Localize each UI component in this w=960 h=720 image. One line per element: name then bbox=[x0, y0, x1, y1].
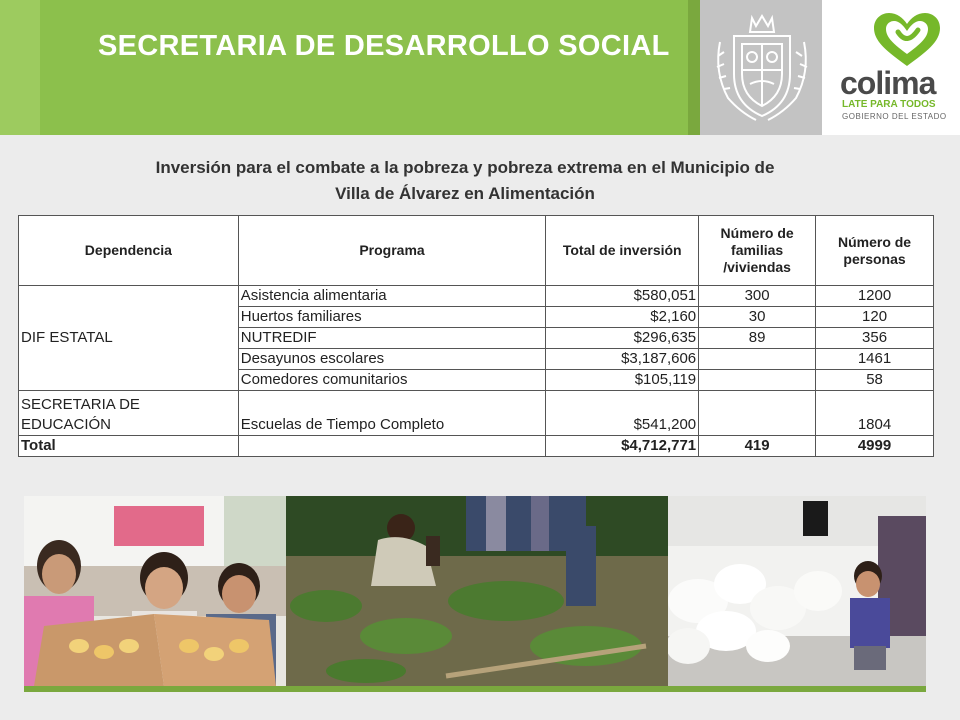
total-label: Total bbox=[19, 436, 239, 457]
cell-familias: 30 bbox=[699, 307, 816, 328]
table-header-row bbox=[19, 216, 934, 286]
subtitle-line-2: Villa de Álvarez en Alimentación bbox=[335, 184, 595, 203]
header-dependencia: Dependencia bbox=[19, 216, 239, 286]
cell-programa: Desayunos escolares bbox=[238, 349, 546, 370]
cell-inversion: $296,635 bbox=[546, 328, 699, 349]
header-familias: Número de familias /viviendas bbox=[699, 216, 816, 286]
family-garden-photo bbox=[286, 496, 668, 686]
dependency-educacion-line-2: EDUCACIÓN bbox=[21, 416, 112, 433]
table-row bbox=[19, 391, 934, 436]
cell-inversion: $3,187,606 bbox=[546, 349, 699, 370]
page-title: SECRETARIA DE DESARROLLO SOCIAL bbox=[98, 30, 670, 62]
slide-subtitle bbox=[40, 155, 890, 207]
dependency-dif: DIF ESTATAL bbox=[19, 286, 239, 391]
header-accent-stripe bbox=[0, 0, 40, 135]
heart-logo-icon bbox=[868, 10, 946, 70]
table-total-row bbox=[19, 436, 934, 457]
cell-programa: NUTREDIF bbox=[238, 328, 546, 349]
logo-tagline: LATE PARA TODOS bbox=[842, 99, 936, 110]
logo-wordmark: colima bbox=[840, 65, 936, 101]
cell-programa: Asistencia alimentaria bbox=[238, 286, 546, 307]
cell-inversion: $105,119 bbox=[546, 370, 699, 391]
cell-programa: Huertos familiares bbox=[238, 307, 546, 328]
cell-familias bbox=[699, 370, 816, 391]
cell-programa: Escuelas de Tiempo Completo bbox=[238, 391, 546, 436]
cell-personas: 1804 bbox=[816, 391, 934, 436]
cell-personas: 1200 bbox=[816, 286, 934, 307]
total-inversion: $4,712,771 bbox=[546, 436, 699, 457]
cell-personas: 58 bbox=[816, 370, 934, 391]
header-divider-stripe bbox=[688, 0, 700, 135]
header-programa: Programa bbox=[238, 216, 546, 286]
photo-strip bbox=[24, 496, 926, 686]
coat-of-arms-icon bbox=[712, 12, 812, 124]
header-green-panel bbox=[0, 0, 688, 135]
cell-familias bbox=[699, 391, 816, 436]
logo-subtitle: GOBIERNO DEL ESTADO bbox=[842, 112, 947, 121]
header-inversion: Total de inversión bbox=[546, 216, 699, 286]
cell-familias: 89 bbox=[699, 328, 816, 349]
cell-inversion: $580,051 bbox=[546, 286, 699, 307]
cell-familias: 300 bbox=[699, 286, 816, 307]
investment-table bbox=[18, 215, 934, 457]
bottom-accent-band bbox=[24, 686, 926, 692]
food-bags-child-photo bbox=[668, 496, 926, 686]
dependency-educacion-line-1: SECRETARIA DE bbox=[21, 396, 140, 413]
cell-personas: 1461 bbox=[816, 349, 934, 370]
cell-familias bbox=[699, 349, 816, 370]
total-personas: 4999 bbox=[816, 436, 934, 457]
subtitle-line-1: Inversión para el combate a la pobreza y pobreza extrema en el Municipio de bbox=[155, 158, 775, 177]
total-familias: 419 bbox=[699, 436, 816, 457]
dependency-educacion bbox=[19, 391, 239, 436]
cell-inversion: $541,200 bbox=[546, 391, 699, 436]
cell-inversion: $2,160 bbox=[546, 307, 699, 328]
total-empty-cell bbox=[238, 436, 546, 457]
children-with-chicks-photo bbox=[24, 496, 286, 686]
header bbox=[0, 0, 960, 135]
cell-programa: Comedores comunitarios bbox=[238, 370, 546, 391]
cell-personas: 356 bbox=[816, 328, 934, 349]
header-personas: Número de personas bbox=[816, 216, 934, 286]
cell-personas: 120 bbox=[816, 307, 934, 328]
table-row bbox=[19, 286, 934, 307]
